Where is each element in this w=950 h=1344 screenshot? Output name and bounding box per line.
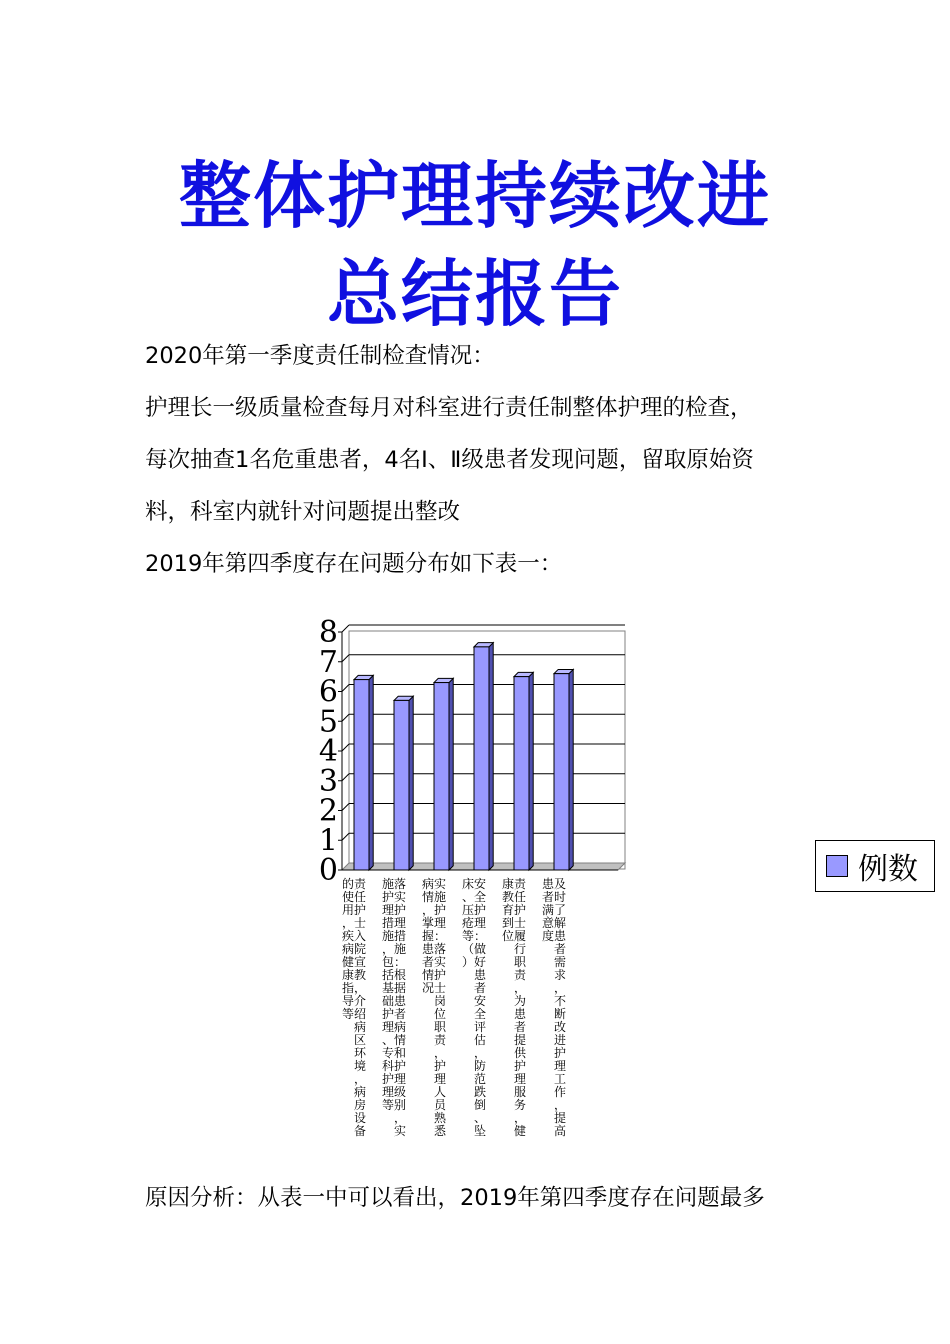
bar-side [489, 643, 493, 870]
y-tick-label: 6 [318, 674, 338, 710]
section-heading: 2020年第一季度责任制检查情况： [145, 343, 495, 369]
y-tick-label: 2 [318, 793, 338, 829]
x-tick-label: 责任护士入院宣教，介绍病区环境，病房设备的使用，疾病健康指导等 [341, 877, 367, 1138]
x-tick-label: 责任护士履行职责，为患者提供护理服务，健康教育到位 [501, 877, 527, 1138]
bar-top [514, 672, 533, 676]
gridline-diagonal [342, 655, 349, 662]
bar-side [369, 675, 373, 870]
bar-top [354, 675, 373, 679]
gridline-diagonal [342, 625, 349, 632]
x-tick-label: 及时了解患者需求，不断改进护理工作，提高患者满意度 [541, 877, 567, 1138]
bar-chart [300, 612, 645, 1147]
gridline-diagonal [342, 685, 349, 692]
legend-label: 例数 [858, 852, 918, 887]
y-tick-label: 0 [318, 853, 338, 888]
paragraph-line: 料，科室内就针对问题提出整改 [145, 499, 461, 525]
body-paragraph [145, 382, 825, 590]
bar-side [409, 696, 413, 870]
y-tick-label: 7 [318, 644, 338, 680]
bar [394, 700, 409, 870]
analysis-paragraph: 原因分析：从表一中可以看出，2019年第四季度存在问题最多 [145, 1185, 765, 1211]
document-title-line2: 总结报告 [326, 252, 623, 336]
gridline-diagonal [342, 804, 349, 811]
y-tick-label: 4 [318, 734, 338, 769]
y-tick-label: 3 [318, 763, 338, 799]
x-tick-label: 实施护理：落实护士岗位职责，护理人员熟悉病情，掌握患者情况 [421, 877, 447, 1138]
bar-top [394, 696, 413, 700]
bar-top [474, 643, 493, 647]
bar [554, 674, 569, 870]
gridline-diagonal [342, 744, 349, 751]
legend-swatch [826, 855, 848, 877]
bar [434, 683, 449, 870]
y-tick-label: 8 [318, 615, 338, 650]
bar [514, 677, 529, 870]
bar-top [554, 669, 573, 673]
document-title-line1: 整体护理持续改进 [178, 154, 771, 238]
gridline-diagonal [342, 833, 349, 840]
bar-side [569, 669, 573, 870]
paragraph-line: 2019年第四季度存在问题分布如下表一： [145, 551, 563, 577]
paragraph-line: 护理长一级质量检查每月对科室进行责任制整体护理的检查， [145, 395, 753, 421]
y-tick-label: 1 [318, 823, 338, 859]
bar-side [449, 678, 453, 870]
chart-legend [815, 840, 935, 892]
bar-side [529, 672, 533, 870]
bar [354, 680, 369, 870]
paragraph-line: 每次抽查1名危重患者，4名Ⅰ、Ⅱ级患者发现问题，留取原始资 [145, 447, 754, 473]
bar [474, 647, 489, 870]
bar-chart-figure [300, 612, 645, 1147]
x-tick-label: 安全护理：做好患者安全评估，防范跌倒、坠床、压疮等（） [461, 877, 487, 1138]
y-tick-label: 5 [318, 704, 338, 740]
gridline-diagonal [342, 774, 349, 781]
gridline-diagonal [342, 714, 349, 721]
bar-top [434, 678, 453, 682]
x-tick-label: 落实护理措施：根据患者病情和护理级别，实施护理措施，包括基础护理、专科护理等 [381, 877, 407, 1138]
